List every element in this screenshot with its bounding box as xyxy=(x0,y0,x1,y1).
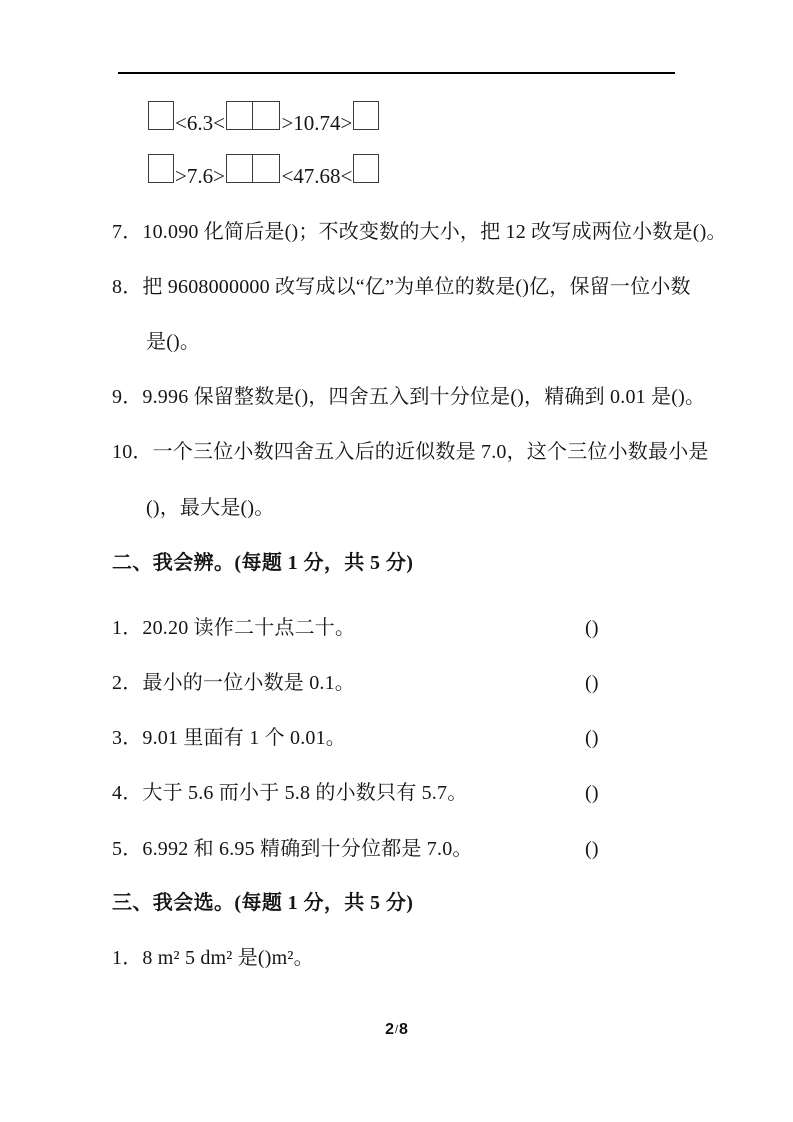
answer-box xyxy=(252,154,280,183)
answer-box xyxy=(148,101,174,130)
answer-box xyxy=(148,154,174,183)
answer-parentheses: () xyxy=(585,617,599,639)
question-9: 9．9.996 保留整数是()，四舍五入到十分位是()，精确到 0.01 是()。 xyxy=(112,386,706,408)
choice-section-header: 三、我会选。(每题 1 分，共 5 分) xyxy=(112,892,414,914)
question-8-line-2: 是()。 xyxy=(146,331,201,353)
answer-box-pair xyxy=(226,154,281,183)
question-7: 7．10.090 化简后是()；不改变数的大小，把 12 改写成两位小数是()。 xyxy=(112,221,727,243)
question-10-line-1: 10．一个三位小数四舍五入后的近似数是 7.0，这个三位小数最小是 xyxy=(112,441,709,463)
answer-box xyxy=(226,101,254,130)
page-number-total: 8 xyxy=(399,1021,408,1038)
inequality-text: <47.68< xyxy=(281,164,353,188)
judge-section-header: 二、我会辨。(每题 1 分，共 5 分) xyxy=(112,552,414,574)
judge-item-text: 2．最小的一位小数是 0.1。 xyxy=(112,672,355,694)
answer-parentheses: () xyxy=(585,782,599,804)
judge-item-text: 1．20.20 读作二十点二十。 xyxy=(112,617,356,639)
answer-parentheses: () xyxy=(585,727,599,749)
page-number xyxy=(0,1021,793,1039)
judge-item-2 xyxy=(112,672,675,695)
judge-item-text: 3．9.01 里面有 1 个 0.01。 xyxy=(112,727,346,749)
inequality-text: >7.6> xyxy=(175,164,225,188)
judge-item-text: 4．大于 5.6 而小于 5.8 的小数只有 5.7。 xyxy=(112,782,468,804)
question-10-line-2: ()，最大是()。 xyxy=(146,497,275,519)
answer-parentheses: () xyxy=(585,838,599,860)
page-number-current: 2 xyxy=(385,1021,394,1038)
answer-box xyxy=(353,101,379,130)
page-number-separator: / xyxy=(394,1024,399,1036)
inequality-row-1 xyxy=(148,101,379,135)
judge-item-5 xyxy=(112,838,675,861)
answer-box-pair xyxy=(226,101,281,130)
answer-parentheses: () xyxy=(585,672,599,694)
choice-question-1: 1．8 m² 5 dm² 是()m²。 xyxy=(112,947,314,969)
inequality-text: <6.3< xyxy=(175,111,225,135)
answer-box xyxy=(353,154,379,183)
inequality-row-2 xyxy=(148,154,379,188)
header-divider xyxy=(118,72,675,74)
judge-item-4 xyxy=(112,782,675,805)
question-8-line-1: 8．把 9608000000 改写成以“亿”为单位的数是()亿，保留一位小数 xyxy=(112,276,691,298)
answer-box xyxy=(226,154,254,183)
answer-box xyxy=(252,101,280,130)
judge-item-text: 5．6.992 和 6.95 精确到十分位都是 7.0。 xyxy=(112,838,473,860)
judge-item-3 xyxy=(112,727,675,750)
judge-item-1 xyxy=(112,617,675,640)
inequality-text: >10.74> xyxy=(281,111,353,135)
